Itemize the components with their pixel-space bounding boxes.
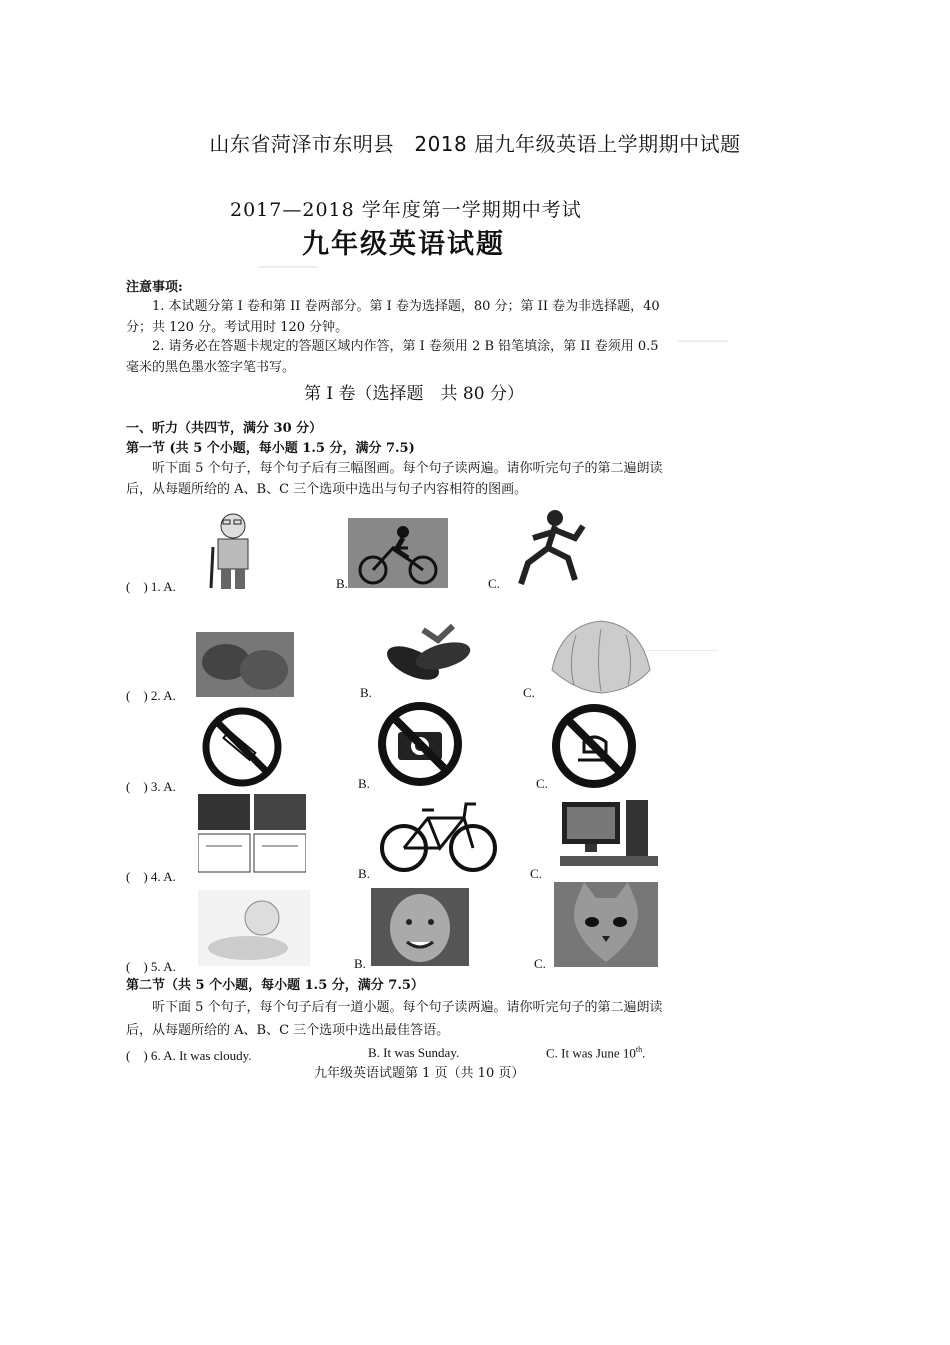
document-title: 山东省菏泽市东明县 2018 届九年级英语上学期期中试题	[209, 132, 741, 156]
tv-cabinet-picture	[198, 794, 306, 876]
q1-option-c: C.	[488, 576, 500, 591]
part-1-heading: 一、听力（共四节，满分 30 分）	[126, 421, 323, 436]
q4-label: ( ) 4. A.	[126, 869, 176, 884]
exam-main-title: 九年级英语试题	[302, 229, 505, 260]
q6-label: ( ) 6. A. It was cloudy.	[126, 1048, 252, 1063]
note-1-line-a: 1. 本试题分第 I 卷和第 II 卷两部分。第 I 卷为选择题，80 分；第 II 卷为非选择题，40	[152, 299, 660, 314]
q1-label: ( ) 1. A.	[126, 579, 176, 594]
notes-heading: 注意事项:	[126, 280, 183, 295]
exam-subtitle: 2017—2018 学年度第一学期期中考试	[230, 199, 582, 221]
q2-option-b: B.	[360, 685, 372, 700]
cat-picture	[554, 882, 658, 967]
q6-option-b: B. It was Sunday.	[368, 1045, 460, 1060]
computer-picture	[558, 798, 660, 870]
baby-picture	[198, 890, 310, 966]
no-camera-sign-icon	[376, 700, 464, 788]
meat-picture	[196, 632, 294, 697]
note-2-line-a: 2. 请务必在答题卡规定的答题区域内作答，第 I 卷须用 2 B 铅笔填涂，第 II 卷须用 0.5	[152, 339, 659, 354]
q3-label: ( ) 3. A.	[126, 779, 176, 794]
sub-1-instruction-b: 后，从每题所给的 A、B、C 三个选项中选出与句子内容相符的图画。	[126, 482, 528, 497]
q5-option-b: B.	[354, 956, 366, 971]
no-smoking-sign-icon	[200, 705, 284, 789]
sub-2-instruction-b: 后，从每题所给的 A、B、C 三个选项中选出最佳答语。	[126, 1023, 450, 1038]
note-1-line-b: 分；共 120 分。考试用时 120 分钟。	[126, 320, 349, 335]
bicycle-picture	[376, 796, 501, 876]
q4-option-c: C.	[530, 866, 542, 881]
q3-option-c: C.	[536, 776, 548, 791]
sub-2-heading: 第二节（共 5 个小题，每小题 1.5 分，满分 7.5）	[126, 978, 424, 993]
q3-option-b: B.	[358, 776, 370, 791]
note-2-line-b: 毫米的黑色墨水签字笔书写。	[126, 360, 296, 375]
spiderman-picture	[513, 508, 588, 586]
q1-option-b: B.	[336, 576, 348, 591]
scanned-exam-page	[118, 190, 743, 1095]
sub-1-instruction-a: 听下面 5 个句子，每个句子后有三幅图画。每个句子读两遍。请你听完句子的第二遍朗读	[152, 461, 663, 476]
section-1-title: 第 I 卷（选择题 共 80 分）	[304, 384, 524, 404]
q5-option-c: C.	[534, 956, 546, 971]
q4-option-b: B.	[358, 866, 370, 881]
sub-1-heading: 第一节 (共 5 个小题，每小题 1.5 分，满分 7.5)	[126, 441, 415, 456]
sub-2-instruction-a: 听下面 5 个句子，每个句子后有一道小题。每个句子读两遍。请你听完句子的第二遍朗读	[152, 1000, 663, 1015]
old-man-face-picture	[371, 888, 469, 966]
eggplant-picture	[383, 618, 475, 696]
q2-option-c: C.	[523, 685, 535, 700]
no-drinking-sign-icon	[550, 702, 638, 790]
elderly-man-picture	[203, 512, 258, 590]
q5-label: ( ) 5. A.	[126, 959, 176, 974]
page-footer: 九年级英语试题第 1 页（共 10 页）	[314, 1066, 525, 1081]
bananas-picture	[546, 615, 656, 695]
cyclist-picture	[348, 518, 448, 588]
q6-option-c: C. It was June 10th.	[546, 1045, 646, 1061]
q2-label: ( ) 2. A.	[126, 688, 176, 703]
